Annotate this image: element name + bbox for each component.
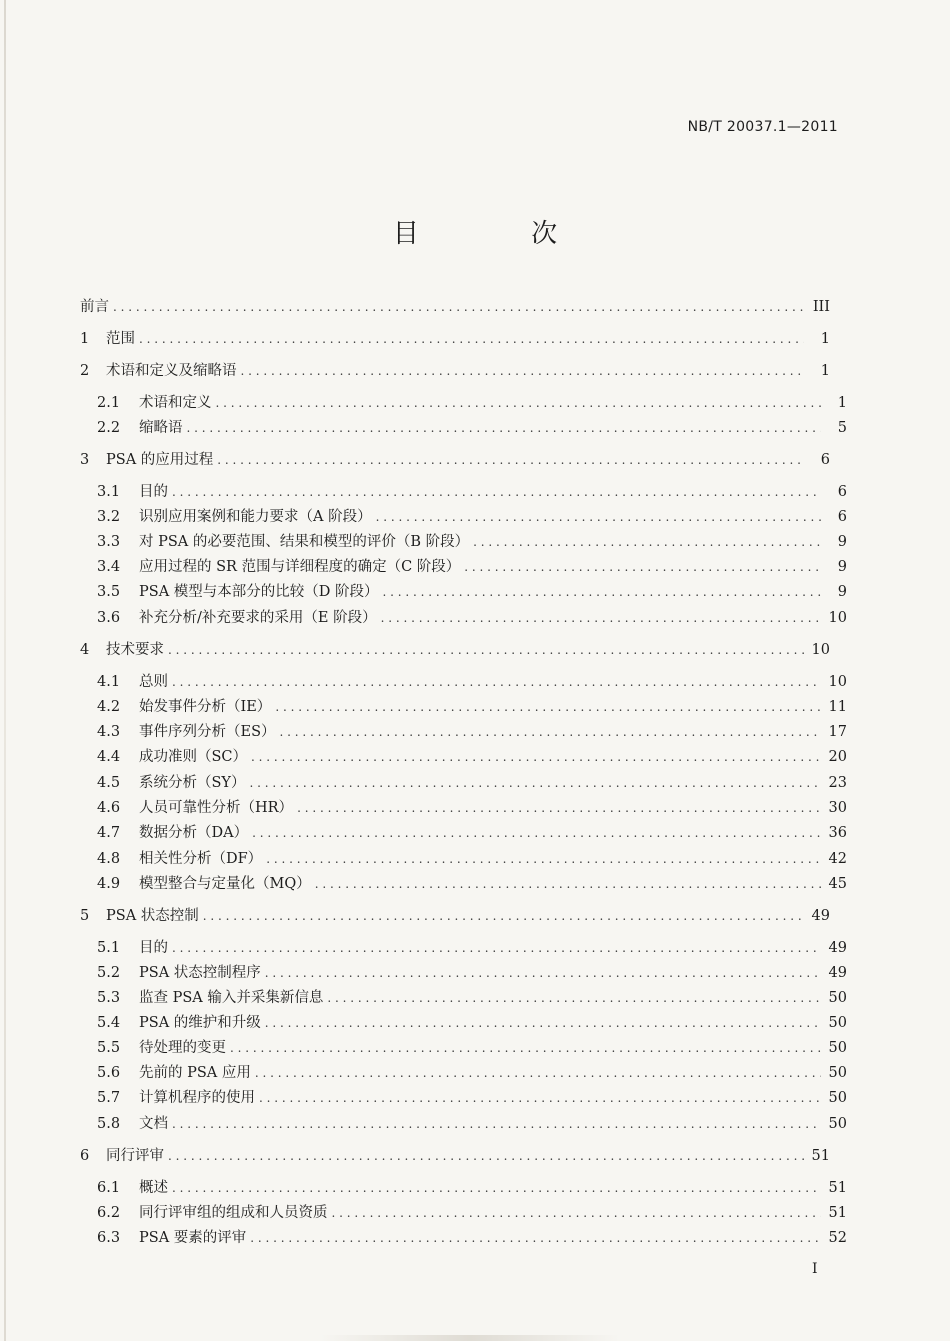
toc-entry-label: 目的 <box>139 940 168 956</box>
toc-entry[interactable] <box>80 720 847 741</box>
toc-entry[interactable] <box>80 1086 847 1107</box>
toc-entry-number: 6.2 <box>97 1205 121 1221</box>
toc-entry-page: 20 <box>828 749 847 765</box>
toc-entry[interactable] <box>80 796 847 817</box>
toc-entry-number: 3 <box>80 452 90 468</box>
page-title: 目 次 <box>392 219 610 249</box>
document-code: NB/T 20037.1—2011 <box>687 119 838 135</box>
toc-entry-number: 4.2 <box>97 699 121 715</box>
toc-entry[interactable] <box>80 480 847 501</box>
toc-entry[interactable] <box>80 1011 847 1032</box>
toc-entry-page: 51 <box>828 1205 847 1221</box>
dot-leader <box>203 908 804 924</box>
toc-entry[interactable] <box>80 1201 847 1222</box>
toc-entry-number: 5.6 <box>97 1065 121 1081</box>
toc-entry-page: 6 <box>837 509 847 525</box>
toc-entry-page: 50 <box>828 1015 847 1031</box>
dot-leader <box>327 990 821 1006</box>
toc-entry-number: 4.4 <box>97 749 121 765</box>
toc-entry[interactable] <box>80 530 847 551</box>
scan-edge <box>4 0 6 1341</box>
toc-entry-page: 23 <box>828 775 847 791</box>
toc-entry-number: 3.3 <box>97 534 121 550</box>
dot-leader <box>250 1230 821 1246</box>
toc-entry-number: 6 <box>80 1148 90 1164</box>
toc-entry-page: 1 <box>820 363 830 379</box>
toc-entry-label: 补充分析/补充要求的采用（E 阶段） <box>139 610 377 626</box>
toc-entry-page: 1 <box>820 331 830 347</box>
toc-entry-page: 42 <box>828 851 847 867</box>
toc-entry-number: 1 <box>80 331 90 347</box>
toc-entry[interactable] <box>80 555 847 576</box>
dot-leader <box>241 363 805 379</box>
toc-entry-number: 6.3 <box>97 1230 121 1246</box>
dot-leader <box>113 299 804 315</box>
toc-entry-label: 概述 <box>139 1180 168 1196</box>
toc-entry-label: 人员可靠性分析（HR） <box>139 800 294 816</box>
dot-leader <box>172 1116 821 1132</box>
toc-entry-label: PSA 的应用过程 <box>106 452 214 468</box>
toc-entry-page: 6 <box>837 484 847 500</box>
dot-leader <box>217 452 804 468</box>
toc-entry-number: 3.1 <box>97 484 121 500</box>
dot-leader <box>168 1148 804 1164</box>
toc-entry-number: 4 <box>80 642 90 658</box>
toc-entry-label: PSA 模型与本部分的比较（D 阶段） <box>139 584 379 600</box>
toc-entry-number: 2 <box>80 363 90 379</box>
toc-entry-label: 数据分析（DA） <box>139 825 249 841</box>
dot-leader <box>315 876 821 892</box>
toc-entry[interactable] <box>80 847 847 868</box>
toc-entry-page: 50 <box>828 1065 847 1081</box>
toc-entry[interactable] <box>80 295 830 316</box>
toc-entry-number: 5 <box>80 908 90 924</box>
toc-entry-label: 事件序列分析（ES） <box>139 724 276 740</box>
toc-entry-page: 10 <box>828 610 847 626</box>
toc-entry-number: 3.2 <box>97 509 121 525</box>
toc-entry-label: 先前的 PSA 应用 <box>139 1065 251 1081</box>
toc-entry-label: 识别应用案例和能力要求（A 阶段） <box>139 509 372 525</box>
toc-entry[interactable] <box>80 638 830 659</box>
toc-entry-label: PSA 状态控制程序 <box>139 965 261 981</box>
toc-entry-number: 5.3 <box>97 990 121 1006</box>
toc-entry[interactable] <box>80 1176 847 1197</box>
toc-entry-page: 45 <box>828 876 847 892</box>
toc-entry-page: 6 <box>820 452 830 468</box>
toc-entry-label: 术语和定义 <box>139 395 212 411</box>
toc-entry[interactable] <box>80 416 847 437</box>
toc-entry-page: 51 <box>811 1148 830 1164</box>
toc-entry[interactable] <box>80 745 847 766</box>
toc-entry-number: 4.9 <box>97 876 121 892</box>
toc-entry-number: 5.5 <box>97 1040 121 1056</box>
dot-leader <box>251 749 821 765</box>
toc-entry-number: 4.6 <box>97 800 121 816</box>
toc-entry[interactable] <box>80 580 847 601</box>
toc-entry[interactable] <box>80 505 847 526</box>
toc-entry-label: 术语和定义及缩略语 <box>106 363 237 379</box>
toc-entry-label: 相关性分析（DF） <box>139 851 263 867</box>
toc-entry[interactable] <box>80 1226 847 1247</box>
toc-entry-page: 49 <box>811 908 830 924</box>
toc-entry-number: 3.4 <box>97 559 121 575</box>
dot-leader <box>332 1205 822 1221</box>
page-number: I <box>812 1261 818 1277</box>
toc-entry-number: 5.8 <box>97 1116 121 1132</box>
toc-entry[interactable] <box>80 359 830 380</box>
toc-entry-label: PSA 状态控制 <box>106 908 199 924</box>
toc-entry-number: 4.8 <box>97 851 121 867</box>
dot-leader <box>381 610 821 626</box>
toc-entry[interactable] <box>80 606 847 627</box>
toc-entry[interactable] <box>80 1061 847 1082</box>
toc-entry-label: 始发事件分析（IE） <box>139 699 272 715</box>
dot-leader <box>187 420 822 436</box>
toc-entry-number: 4.5 <box>97 775 121 791</box>
dot-leader <box>252 825 821 841</box>
toc-entry-number: 4.1 <box>97 674 121 690</box>
toc-entry[interactable] <box>80 872 847 893</box>
toc-entry-number: 3.5 <box>97 584 121 600</box>
toc-entry-page: 52 <box>828 1230 847 1246</box>
toc-entry-page: 1 <box>837 395 847 411</box>
toc-entry[interactable] <box>80 771 847 792</box>
toc-entry[interactable] <box>80 391 847 412</box>
toc-entry-number: 5.4 <box>97 1015 121 1031</box>
toc-entry-page: 5 <box>837 420 847 436</box>
toc-entry-page: 49 <box>828 965 847 981</box>
toc-entry-page: 49 <box>828 940 847 956</box>
dot-leader <box>168 642 804 658</box>
dot-leader <box>255 1065 821 1081</box>
dot-leader <box>383 584 821 600</box>
toc-entry-label: 前言 <box>80 299 109 315</box>
toc-entry[interactable] <box>80 327 830 348</box>
toc-entry[interactable] <box>80 986 847 1007</box>
dot-leader <box>172 674 821 690</box>
dot-leader <box>172 484 821 500</box>
dot-leader <box>250 775 821 791</box>
toc-entry-page: 11 <box>828 699 847 715</box>
toc-entry-page: 50 <box>828 1116 847 1132</box>
toc-entry[interactable] <box>80 1112 847 1133</box>
toc-entry[interactable] <box>80 448 830 469</box>
toc-entry-label: 总则 <box>139 674 168 690</box>
toc-entry-label: 监查 PSA 输入并采集新信息 <box>139 990 324 1006</box>
toc-entry-page: 50 <box>828 1040 847 1056</box>
toc-entry-label: 系统分析（SY） <box>139 775 246 791</box>
toc-entry-label: 同行评审组的组成和人员资质 <box>139 1205 328 1221</box>
toc-entry-number: 6.1 <box>97 1180 121 1196</box>
toc-entry-page: 36 <box>828 825 847 841</box>
dot-leader <box>275 699 821 715</box>
toc-entry-number: 3.6 <box>97 610 121 626</box>
dot-leader <box>139 331 804 347</box>
toc-entry-page: 50 <box>828 990 847 1006</box>
toc-entry[interactable] <box>80 1144 830 1165</box>
dot-leader <box>473 534 821 550</box>
toc-entry[interactable] <box>80 821 847 842</box>
toc-entry-page: 10 <box>811 642 830 658</box>
dot-leader <box>376 509 821 525</box>
toc-entry-label: 技术要求 <box>106 642 164 658</box>
toc-entry-label: 计算机程序的使用 <box>139 1090 255 1106</box>
toc-entry[interactable] <box>80 936 847 957</box>
toc-entry-page: 9 <box>837 584 847 600</box>
toc-entry-label: 成功准则（SC） <box>139 749 248 765</box>
toc-entry-page: 17 <box>828 724 847 740</box>
toc-entry-number: 2.2 <box>97 420 121 436</box>
toc-entry-number: 5.7 <box>97 1090 121 1106</box>
toc-entry-label: 对 PSA 的必要范围、结果和模型的评价（B 阶段） <box>139 534 470 550</box>
toc-entry-label: 范围 <box>106 331 135 347</box>
toc-entry-page: 9 <box>837 534 847 550</box>
toc-entry-page: 10 <box>828 674 847 690</box>
toc-entry[interactable] <box>80 695 847 716</box>
toc-entry[interactable] <box>80 961 847 982</box>
scan-artifact <box>320 1335 620 1341</box>
dot-leader <box>464 559 821 575</box>
toc-entry[interactable] <box>80 670 847 691</box>
dot-leader <box>216 395 822 411</box>
toc-entry-label: 同行评审 <box>106 1148 164 1164</box>
toc-entry-number: 5.2 <box>97 965 121 981</box>
toc-entry-page: 9 <box>837 559 847 575</box>
dot-leader <box>259 1090 821 1106</box>
toc-entry-label: PSA 的维护和升级 <box>139 1015 261 1031</box>
toc-entry-number: 4.3 <box>97 724 121 740</box>
toc-entry-page: 50 <box>828 1090 847 1106</box>
toc-entry[interactable] <box>80 904 830 925</box>
dot-leader <box>280 724 821 740</box>
toc-entry-label: 文档 <box>139 1116 168 1132</box>
toc-entry-label: 目的 <box>139 484 168 500</box>
toc-entry-label: 应用过程的 SR 范围与详细程度的确定（C 阶段） <box>139 559 461 575</box>
toc-entry-label: PSA 要素的评审 <box>139 1230 247 1246</box>
dot-leader <box>266 851 821 867</box>
toc-entry-label: 待处理的变更 <box>139 1040 226 1056</box>
toc-entry-page: III <box>812 299 830 315</box>
dot-leader <box>265 965 821 981</box>
toc-entry-number: 5.1 <box>97 940 121 956</box>
toc-entry-page: 30 <box>828 800 847 816</box>
dot-leader <box>230 1040 821 1056</box>
dot-leader <box>297 800 821 816</box>
dot-leader <box>172 1180 821 1196</box>
toc-entry-label: 缩略语 <box>139 420 183 436</box>
dot-leader <box>172 940 821 956</box>
toc-entry-page: 51 <box>828 1180 847 1196</box>
dot-leader <box>265 1015 821 1031</box>
toc-entry[interactable] <box>80 1036 847 1057</box>
toc-entry-number: 2.1 <box>97 395 121 411</box>
toc-entry-number: 4.7 <box>97 825 121 841</box>
toc-entry-label: 模型整合与定量化（MQ） <box>139 876 311 892</box>
